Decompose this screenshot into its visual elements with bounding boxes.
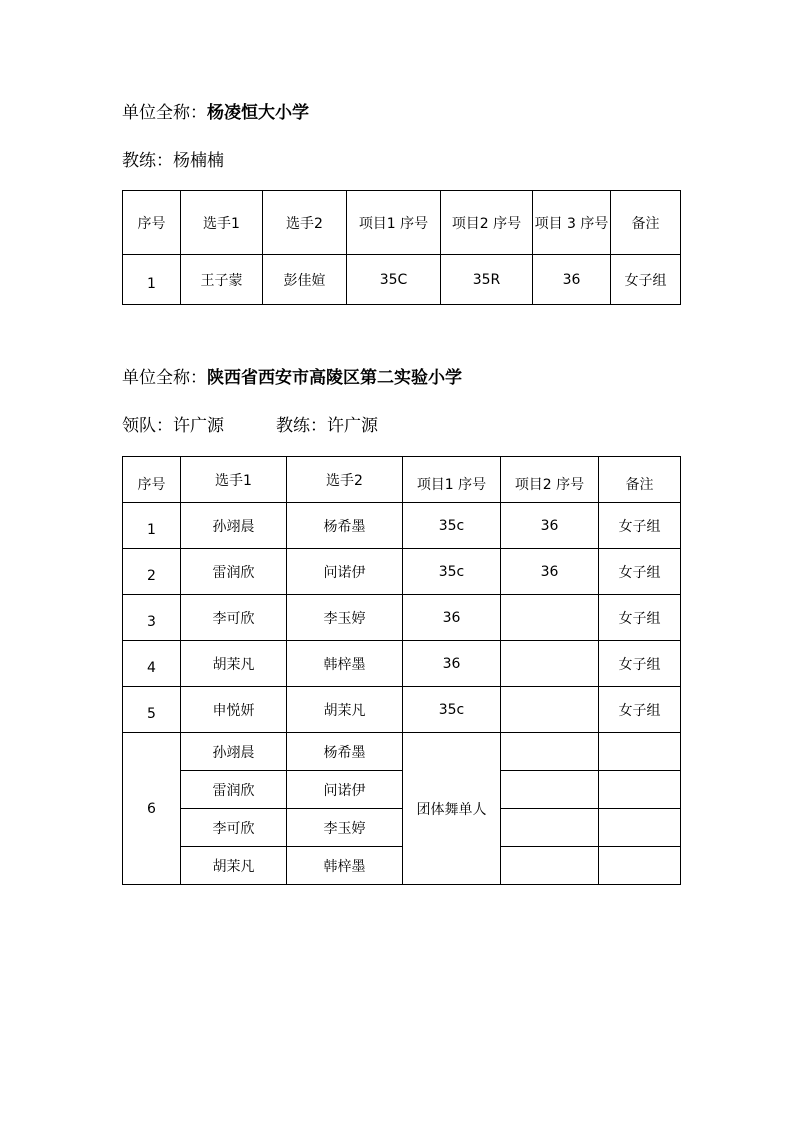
table-row <box>123 641 681 687</box>
cell: 4 <box>123 641 181 687</box>
group-seq-cell: 6 <box>123 733 181 885</box>
cell: 女子组 <box>599 503 681 549</box>
table-row <box>123 549 681 595</box>
header-cell: 项目2 序号 <box>501 457 599 503</box>
org1-name: 杨凌恒大小学 <box>207 103 309 123</box>
cell: 1 <box>123 255 181 305</box>
org1-coach: 教练：杨楠楠 <box>122 151 224 171</box>
cell <box>501 595 599 641</box>
org1-table <box>122 190 681 305</box>
cell: 李可欣 <box>181 809 287 847</box>
cell: 孙翊晨 <box>181 733 287 771</box>
cell: 女子组 <box>611 255 681 305</box>
cell: 彭佳媗 <box>263 255 347 305</box>
cell: 杨希墨 <box>287 503 403 549</box>
cell: 王子蒙 <box>181 255 263 305</box>
cell: 韩梓墨 <box>287 847 403 885</box>
header-cell: 项目1 序号 <box>403 457 501 503</box>
cell: 5 <box>123 687 181 733</box>
org1-title-line <box>122 98 309 123</box>
header-cell: 序号 <box>123 457 181 503</box>
cell: 雷润欣 <box>181 549 287 595</box>
header-cell: 备注 <box>611 191 681 255</box>
cell <box>599 733 681 771</box>
table-row <box>123 809 681 847</box>
cell: 李玉婷 <box>287 595 403 641</box>
cell: 3 <box>123 595 181 641</box>
cell: 胡茉凡 <box>181 847 287 885</box>
cell: 问诺伊 <box>287 549 403 595</box>
cell: 胡茉凡 <box>181 641 287 687</box>
cell: 李玉婷 <box>287 809 403 847</box>
org1-label: 单位全称： <box>122 103 207 123</box>
cell <box>501 809 599 847</box>
org2-name: 陕西省西安市高陵区第二实验小学 <box>207 368 462 388</box>
cell <box>599 809 681 847</box>
header-cell: 项目 3 序号 <box>533 191 611 255</box>
header-cell: 选手2 <box>287 457 403 503</box>
cell <box>501 641 599 687</box>
cell: 36 <box>403 595 501 641</box>
org2-staff-line <box>122 411 378 436</box>
org2-table-header <box>123 457 681 503</box>
header-cell: 项目2 序号 <box>441 191 533 255</box>
cell: 杨希墨 <box>287 733 403 771</box>
cell: 35C <box>347 255 441 305</box>
cell: 35c <box>403 549 501 595</box>
cell: 李可欣 <box>181 595 287 641</box>
cell <box>501 687 599 733</box>
cell: 35R <box>441 255 533 305</box>
cell <box>501 771 599 809</box>
table-row <box>123 687 681 733</box>
cell: 胡茉凡 <box>287 687 403 733</box>
cell <box>599 847 681 885</box>
org1-table-header <box>123 191 681 255</box>
group-event-cell: 团体舞单人 <box>403 733 501 885</box>
table-row <box>123 771 681 809</box>
table-row <box>123 255 681 305</box>
cell <box>501 847 599 885</box>
cell <box>599 771 681 809</box>
org2-coach: 教练：许广源 <box>276 416 378 436</box>
table-row <box>123 847 681 885</box>
table-row <box>123 503 681 549</box>
org2-table <box>122 456 681 885</box>
table-row <box>123 733 681 771</box>
header-cell: 序号 <box>123 191 181 255</box>
header-cell: 备注 <box>599 457 681 503</box>
org2-title-line <box>122 363 462 388</box>
cell: 韩梓墨 <box>287 641 403 687</box>
cell: 孙翊晨 <box>181 503 287 549</box>
cell: 女子组 <box>599 687 681 733</box>
cell: 1 <box>123 503 181 549</box>
header-cell: 项目1 序号 <box>347 191 441 255</box>
cell: 36 <box>403 641 501 687</box>
cell: 35c <box>403 503 501 549</box>
cell <box>501 733 599 771</box>
cell: 女子组 <box>599 549 681 595</box>
cell: 女子组 <box>599 595 681 641</box>
cell: 2 <box>123 549 181 595</box>
cell: 女子组 <box>599 641 681 687</box>
cell: 35c <box>403 687 501 733</box>
cell: 36 <box>501 503 599 549</box>
cell: 36 <box>533 255 611 305</box>
header-cell: 选手1 <box>181 457 287 503</box>
cell: 问诺伊 <box>287 771 403 809</box>
header-cell: 选手2 <box>263 191 347 255</box>
org2-label: 单位全称： <box>122 368 207 388</box>
org2-leader: 领队：许广源 <box>122 416 224 436</box>
header-cell: 选手1 <box>181 191 263 255</box>
cell: 申悦妍 <box>181 687 287 733</box>
table-row <box>123 595 681 641</box>
cell: 雷润欣 <box>181 771 287 809</box>
cell: 36 <box>501 549 599 595</box>
